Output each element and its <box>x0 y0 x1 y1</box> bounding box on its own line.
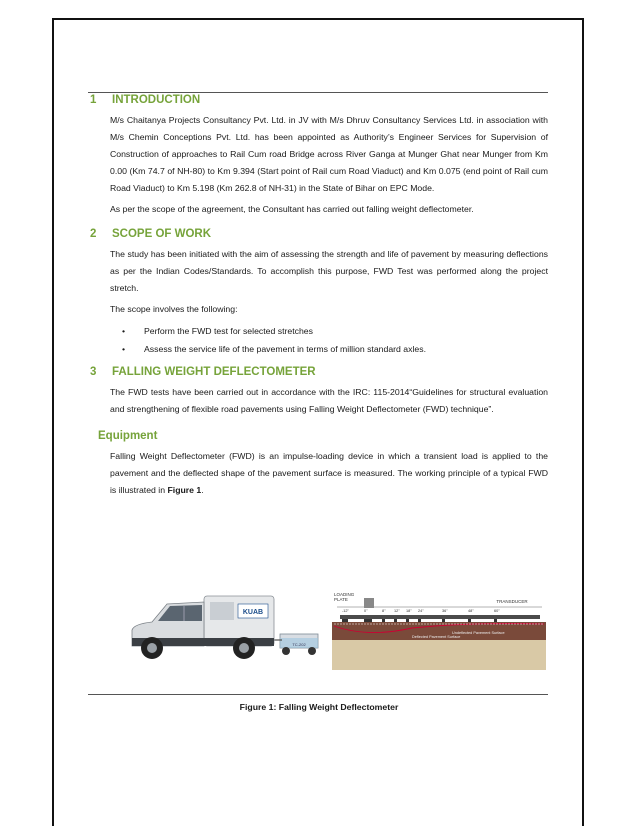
undeflected-label: Undeflected Pavement Surface <box>452 631 505 635</box>
scope-paragraph-1: The study has been initiated with the aim of assessing the strength and life of pavement by measuring deflections as per the Indian Codes/Standards. To accomplish this purpose, FWD Test was performed along the project stretch. <box>110 249 548 293</box>
transducer-label: TRANSDUCER <box>496 599 528 604</box>
loading-plate-label: LOADING PLATE <box>334 592 355 602</box>
svg-text:-12": -12" <box>342 609 349 613</box>
figure-1 <box>112 574 552 674</box>
equipment-heading: Equipment <box>98 430 158 442</box>
truck-plate-text: TC-202 <box>292 642 306 647</box>
deflection-diagram <box>332 592 546 670</box>
fwd-truck-illustration <box>132 596 318 659</box>
section-number: 3 <box>90 366 97 378</box>
equipment-paragraph: Falling Weight Deflectometer (FWD) is an impulse-loading device in which a transient load is applied to the pavement and the deflected shape of the pavement surface is measured. The working principle of a typical FWD is illustrated in Figure 1. <box>110 451 548 495</box>
section-1-heading <box>90 94 548 106</box>
section-title: INTRODUCTION <box>112 94 201 106</box>
svg-text:0": 0" <box>364 609 368 613</box>
section-number: 2 <box>90 228 97 240</box>
scope-paragraph-2: The scope involves the following: <box>110 304 238 314</box>
fwd-paragraph: The FWD tests have been carried out in accordance with the IRC: 115-2014“Guidelines for structural evaluation and strengthening of flexible road pavements using Falling Weight Deflectometer (FWD) technique”. <box>110 387 548 414</box>
intro-paragraph-1: M/s Chaitanya Projects Consultancy Pvt. Ltd. in JV with M/s Dhruv Consultancy Services Ltd. in association with M/s Chemin Conceptions Pvt. Ltd. has been appointed as Authority’s Engineer Services for Supervision of Construction of approaches to Rail Cum road Bridge across River Ganga at Munger Ghat near Munger from Km 0.00 (Km 74.7 of NH-80) to Km 9.394 (Start point of Rail cum Road Viaduct) and Km 0.075 (end point of Rail cum Road Viaduct) to Km 5.198 (Km 262.8 of NH-31) in the State of Bihar on EPC Mode. <box>110 115 548 193</box>
figure-caption: Figure 1: Falling Weight Deflectometer <box>239 702 399 712</box>
scope-bullet-list <box>122 322 548 358</box>
header-rule <box>88 92 548 93</box>
footer-rule <box>88 694 548 695</box>
svg-text:36": 36" <box>442 609 448 613</box>
svg-text:48": 48" <box>468 609 474 613</box>
document-body <box>90 94 548 508</box>
section-title: FALLING WEIGHT DEFLECTOMETER <box>112 366 316 378</box>
svg-text:24": 24" <box>418 609 424 613</box>
svg-text:18": 18" <box>406 609 412 613</box>
fwd-figure-image <box>112 574 552 674</box>
svg-text:8": 8" <box>382 609 386 613</box>
svg-text:12": 12" <box>394 609 400 613</box>
section-title: SCOPE OF WORK <box>112 228 212 240</box>
section-3-heading <box>90 366 548 378</box>
intro-paragraph-2: As per the scope of the agreement, the Consultant has carried out falling weight deflectometer. <box>110 204 474 214</box>
list-item: • Perform the FWD test for selected stretches <box>122 326 313 336</box>
section-2-heading <box>90 228 548 240</box>
deflected-label: Deflected Pavement Surface <box>412 635 461 639</box>
svg-text:60": 60" <box>494 609 500 613</box>
list-item: • Assess the service life of the pavement in terms of million standard axles. <box>122 344 426 354</box>
section-number: 1 <box>90 94 97 106</box>
truck-brand-text: KUAB <box>242 609 264 616</box>
